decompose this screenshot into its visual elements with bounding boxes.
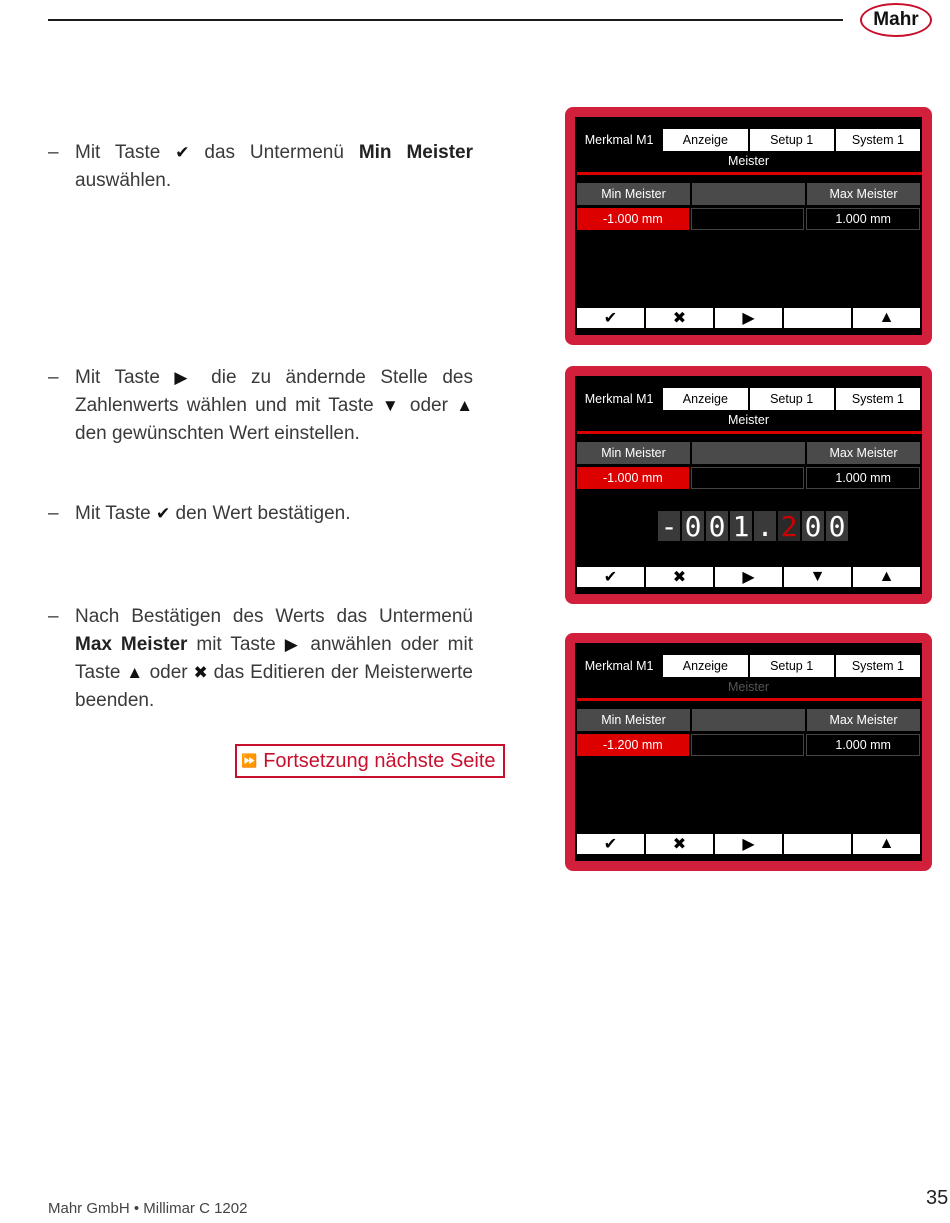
instruction-text: Mit Taste [75,503,156,524]
submenu-title: Meister [728,154,769,168]
softkey-cancel[interactable]: ✖ [646,567,713,587]
tab-setup[interactable]: Setup 1 [750,129,834,151]
continue-next-page-link[interactable] [235,744,505,778]
device-screen-3 [565,633,932,871]
softkey-up[interactable]: ▲ [853,567,920,587]
min-master-header: Min Meister [577,442,690,464]
header-row [577,183,922,205]
softkey-right[interactable]: ▶ [715,567,782,587]
editor-digit[interactable]: 1 [730,511,752,541]
editor-digit[interactable]: - [658,511,680,541]
softkey-bar [577,567,922,587]
instruction-text: Mit Taste [75,142,176,163]
instruction-2 [48,364,473,448]
empty-value [691,208,805,230]
instruction-text: den Wert bestätigen. [170,503,351,524]
arrow-right-icon: ▶ [174,368,197,387]
value-row [577,467,922,489]
divider [577,172,922,175]
menu-name-bold: Max Meister [75,634,188,655]
softkey-cancel[interactable]: ✖ [646,308,713,328]
tab-setup[interactable]: Setup 1 [750,655,834,677]
tab-bar [577,388,922,410]
tab-anzeige[interactable]: Anzeige [663,388,747,410]
instruction-1 [48,139,473,195]
instruction-4 [48,603,473,715]
min-master-value[interactable]: -1.200 mm [577,734,689,756]
header-row [577,442,922,464]
min-master-value[interactable]: -1.000 mm [577,208,689,230]
tab-system[interactable]: System 1 [836,655,920,677]
editor-digit-active[interactable]: 2 [778,511,800,541]
softkey-empty[interactable] [784,308,851,328]
max-master-value[interactable]: 1.000 mm [806,208,920,230]
bullet-dash: – [48,606,59,627]
max-master-header: Max Meister [807,709,920,731]
empty-value [691,467,805,489]
mahr-logo [860,3,932,37]
instruction-text: die zu ändernde Stelle des Zahlenwerts wählen und mit Taste [75,367,473,416]
value-row [577,208,922,230]
empty-value [691,734,805,756]
menu-name-bold: Min Meister [358,142,473,163]
submenu-title: Meister [728,680,769,694]
tab-setup[interactable]: Setup 1 [750,388,834,410]
softkey-bar [577,308,922,328]
softkey-cancel[interactable]: ✖ [646,834,713,854]
max-master-header: Max Meister [807,442,920,464]
submenu-title: Meister [728,413,769,427]
logo-text: Mahr [873,9,919,30]
tab-merkmal[interactable]: Merkmal M1 [577,129,661,151]
empty-header [692,709,805,731]
editor-digit[interactable]: 0 [706,511,728,541]
arrow-up-icon: ▲ [126,663,144,682]
double-arrow-icon: ⏩ [241,753,254,768]
empty-header [692,183,805,205]
tab-merkmal[interactable]: Merkmal M1 [577,388,661,410]
instruction-text: den gewünschten Wert einstellen. [75,423,360,444]
editor-decimal-point: . [754,511,776,541]
softkey-right[interactable]: ▶ [715,308,782,328]
tab-anzeige[interactable]: Anzeige [663,129,747,151]
divider [577,698,922,701]
instruction-text: mit Taste [187,634,285,655]
instruction-text: anwählen oder mit Taste [75,634,473,683]
tab-anzeige[interactable]: Anzeige [663,655,747,677]
softkey-check[interactable]: ✔ [577,308,644,328]
tab-bar [577,655,922,677]
tab-bar [577,129,922,151]
header-row [577,709,922,731]
softkey-check[interactable]: ✔ [577,834,644,854]
instruction-text: Mit Taste [75,367,175,388]
softkey-up[interactable]: ▲ [853,834,920,854]
page-number: 35 [926,1187,949,1209]
display [575,117,922,335]
display [575,643,922,861]
check-icon: ✔ [155,504,171,523]
header-rule [48,19,843,21]
value-row [577,734,922,756]
instruction-text: das Untermenü [189,142,359,163]
tab-system[interactable]: System 1 [836,129,920,151]
display [575,376,922,594]
instruction-text: oder [401,395,457,416]
instruction-text: das Editieren der Meisterwerte beenden. [75,662,474,711]
softkey-check[interactable]: ✔ [577,567,644,587]
bullet-dash: – [48,367,59,388]
instruction-text: oder [143,662,194,683]
softkey-bar [577,834,922,854]
softkey-up[interactable]: ▲ [853,308,920,328]
instruction-text: auswählen. [75,170,172,191]
footer-text: Mahr GmbH • Millimar C 1202 [48,1200,248,1217]
check-icon: ✔ [175,143,190,162]
editor-digit[interactable]: 0 [802,511,824,541]
softkey-right[interactable]: ▶ [715,834,782,854]
arrow-down-icon: ▼ [381,396,402,415]
bullet-dash: – [48,142,59,163]
softkey-down[interactable]: ▼ [784,567,851,587]
softkey-empty[interactable] [784,834,851,854]
tab-merkmal[interactable]: Merkmal M1 [577,655,661,677]
max-master-value[interactable]: 1.000 mm [806,467,920,489]
empty-header [692,442,805,464]
device-screen-2 [565,366,932,604]
min-master-value[interactable]: -1.000 mm [577,467,689,489]
continue-label: Fortsetzung nächste Seite [263,749,496,772]
bullet-dash: – [48,503,59,524]
max-master-header: Max Meister [807,183,920,205]
max-master-value[interactable]: 1.000 mm [806,734,920,756]
device-screen-1 [565,107,932,345]
editor-digit[interactable]: 0 [682,511,704,541]
min-master-header: Min Meister [577,183,690,205]
divider [577,431,922,434]
cross-icon: ✖ [193,663,208,682]
editor-digit[interactable]: 0 [826,511,848,541]
arrow-right-icon: ▶ [284,635,302,654]
min-master-header: Min Meister [577,709,690,731]
value-editor[interactable] [658,511,850,541]
arrow-up-icon: ▲ [456,396,474,415]
tab-system[interactable]: System 1 [836,388,920,410]
instruction-3 [48,500,473,528]
instruction-text: Nach Bestätigen des Werts das Untermenü [75,606,473,627]
